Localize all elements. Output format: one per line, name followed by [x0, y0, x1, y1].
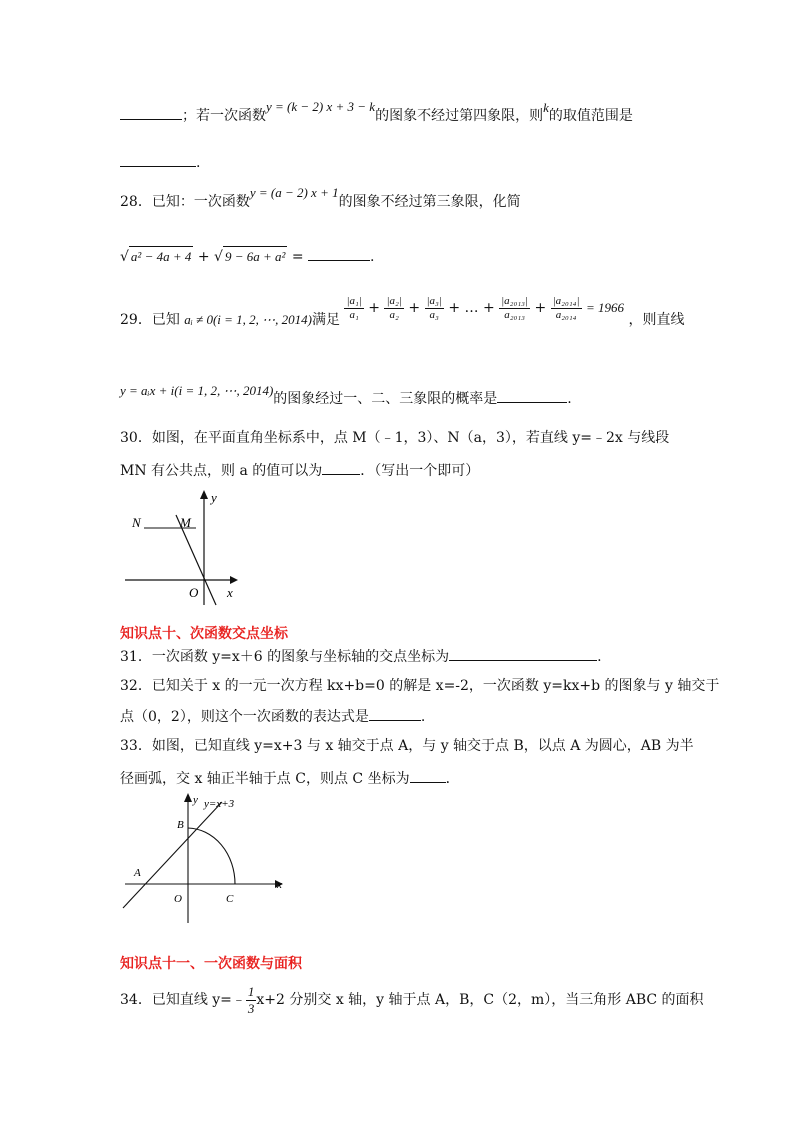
- y-axis-arrow: [200, 490, 208, 499]
- q27-line1: ；若一次函数y = (k − 2) x + 3 − k的图象不经过第四象限，则k的取值范围是: [120, 105, 633, 126]
- fraction: $\frac{\text{|a₂₀₁₄|}}{\text{a₂₀₁₄}}$: [552, 294, 580, 321]
- q33-figure: [115, 790, 295, 930]
- answer-blank: [120, 152, 196, 167]
- answer-blank: [497, 388, 567, 403]
- q33-line1: 33．如图，已知直线 y=x+3 与 x 轴交于点 A，与 y 轴交于点 B，以点 A 为圆心，AB 为半: [120, 738, 694, 754]
- fraction: $\frac{\text{|a₂₀₁₃|}}{\text{a₂₀₁₃}}$: [501, 294, 529, 321]
- label-y: y: [211, 490, 217, 505]
- q34: 34．已知直线 y=﹣ $\frac{1}{3}$ x+2 分别交 x 轴，y 轴于点 A，B，C（2，m），当三角形 ABC 的面积: [120, 983, 704, 1016]
- q30-line2: MN 有公共点，则 a 的值可以为 ．（写出一个即可）: [120, 460, 479, 481]
- answer-blank: [120, 105, 182, 120]
- q29-condition: aᵢ ≠ 0(i = 1, 2, ⋯, 2014): [184, 312, 313, 327]
- radical-1: a² − 4a + 4: [129, 246, 193, 267]
- q33-line2: 径画弧，交 x 轴正半轴于点 C，则点 C 坐标为 ．: [120, 768, 460, 789]
- section-heading-11: 知识点十一、一次函数与面积: [120, 956, 302, 972]
- q32-line2: 点（0，2），则这个一次函数的表达式是 .: [120, 706, 425, 727]
- label-n: N: [132, 515, 141, 530]
- fraction: $\frac{\text{|a₃|}}{\text{a₃}}$: [426, 294, 442, 321]
- label-b: B: [177, 819, 184, 831]
- label-equation: y=x+3: [204, 798, 235, 810]
- radical-2: 9 − 6a + a²: [223, 246, 287, 267]
- q29-line1: 29．已知 aᵢ ≠ 0(i = 1, 2, ⋯, 2014)满足 $\frac{\text{|a₁|}}{\text{a₁}}$ + $\frac{\text{|a₂|}}{\text{a₂}}$ + $\frac{\text{|a₃|}}{\text{a₃}}$ + … + $\frac{\text{|a₂₀₁₃|}}{\text{a₂₀₁₃}}$ + $\frac{\text{|a₂₀₁₄|}}{\text{a₂₀₁₄}}$ = 1966 ，则直线: [120, 294, 685, 328]
- x-axis-arrow: [230, 576, 238, 584]
- q32-line1: 32．已知关于 x 的一元一次方程 kx+b=0 的解是 x=-2，一次函数 y=kx+b 的图象与 y 轴交于: [120, 678, 720, 694]
- answer-blank: [369, 706, 421, 721]
- q29-sum: $\frac{\text{|a₁|}}{\text{a₁}}$ + $\frac{\text{|a₂|}}{\text{a₂}}$ + $\frac{\text{|a₃|}}{\text{a₃}}$ + … + $\frac{\text{|a₂₀₁₃|}}{\text{a₂₀₁₃}}$ + $\frac{\text{|a₂₀₁₄|}}{\text{a₂₀₁₄}}$ = 1966: [346, 294, 624, 321]
- label-y: y: [193, 794, 198, 806]
- q28-formula: y = (a − 2) x + 1: [249, 185, 339, 200]
- q27-line2: .: [120, 152, 200, 173]
- fraction: $\frac{\text{|a₂|}}{\text{a₂}}$: [386, 294, 402, 321]
- label-x: x: [227, 585, 233, 600]
- fraction-one-third: $\frac{1}{3}$: [247, 983, 255, 1016]
- label-c: C: [226, 893, 234, 905]
- label-x: x: [277, 879, 282, 891]
- arc-ab: [188, 828, 235, 884]
- q28-line1: 28．已知：一次函数y = (a − 2) x + 1的图象不经过第三象限，化简: [120, 185, 521, 210]
- q29-line2: y = aᵢx + i(i = 1, 2, ⋯, 2014)的图象经过一、二、三象限的概率是 .: [120, 383, 572, 407]
- y-axis-arrow: [184, 793, 192, 802]
- answer-blank: [308, 246, 370, 261]
- q31: 31．一次函数 y=x＋6 的图象与坐标轴的交点坐标为 .: [120, 646, 602, 667]
- label-m: M: [180, 515, 191, 530]
- fraction: $\frac{\text{|a₁|}}{\text{a₁}}$: [346, 294, 362, 321]
- answer-blank: [410, 768, 446, 783]
- q30-figure: [120, 485, 250, 610]
- label-a: A: [134, 867, 141, 879]
- q28-line2: √ a² − 4a + 4 + √ 9 − 6a + a² = .: [120, 246, 374, 267]
- answer-blank: [322, 460, 360, 475]
- label-o: O: [174, 893, 182, 905]
- line-y-x-plus-3: [123, 802, 222, 908]
- section-heading-10: 知识点十、次函数交点坐标: [120, 626, 288, 642]
- q30-line1: 30．如图，在平面直角坐标系中，点 M（﹣1，3）、N（a，3），若直线 y=﹣2x 与线段: [120, 430, 670, 446]
- q29-line-formula: y = aᵢx + i(i = 1, 2, ⋯, 2014): [120, 383, 274, 398]
- label-o: O: [189, 585, 199, 600]
- answer-blank: [449, 646, 597, 661]
- q27-formula: y = (k − 2) x + 3 − k: [266, 99, 376, 114]
